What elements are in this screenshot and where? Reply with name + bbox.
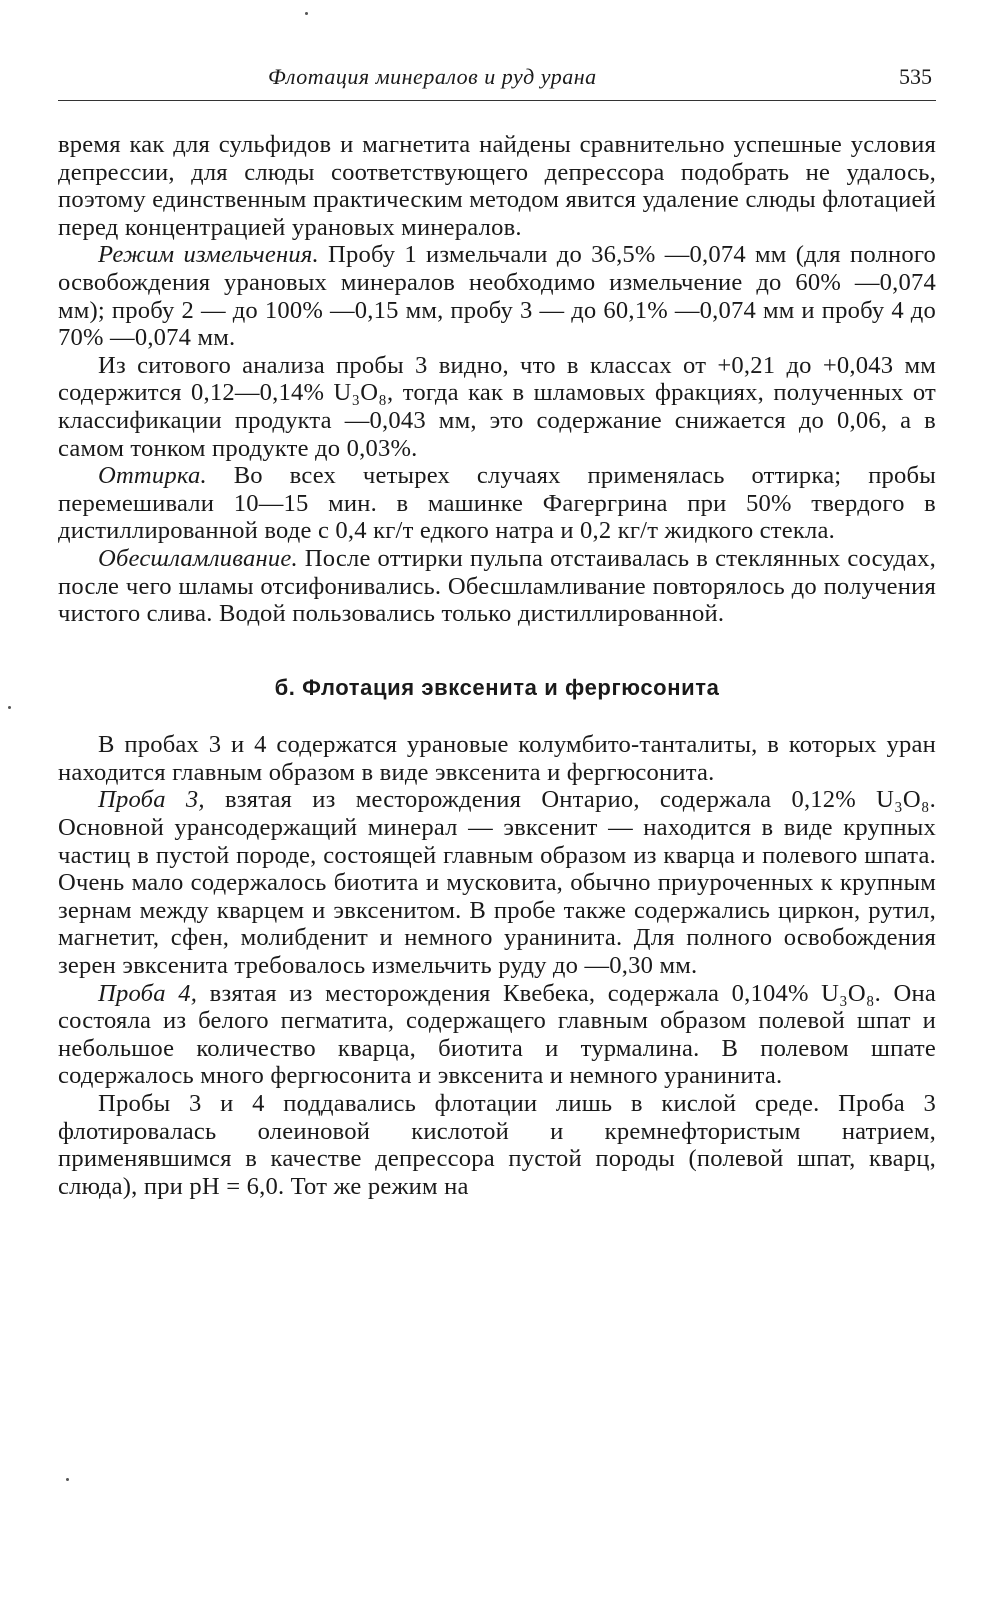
running-head bbox=[58, 60, 936, 101]
paragraph bbox=[58, 131, 936, 241]
paragraph-lead: Режим измельчения. bbox=[98, 241, 319, 269]
paragraph-text: взятая из месторождения Квебека, содержала 0,104% U₃O₈. Она состояла из белого пегматита, содержащего главным образом полевой шпат и небольшое количество кварца, биотита и турмалина. В полевом шпате содержалось много фергюсонита и эвксенита и немного уранинита. bbox=[58, 979, 936, 1090]
body-text bbox=[58, 131, 936, 1200]
paragraph bbox=[58, 462, 936, 545]
paragraph-text: Пробы 3 и 4 поддавались флотации лишь в кислой среде. Проба 3 флотировалась олеиновой кислотой и кремнефтористым натрием, применявшимся в качестве депрессора пустой породы (полевой шпат, кварц, слюда), при pH = 6,0. Тот же режим на bbox=[58, 1090, 936, 1200]
paragraph bbox=[58, 786, 936, 979]
paragraph-lead: Проба 3, bbox=[98, 786, 205, 814]
section-heading: б. Флотация эвксенита и фергюсонита bbox=[274, 674, 720, 700]
paragraph-text: Во всех четырех случаях применялась оттирка; пробы перемешивали 10—15 мин. в машинке Фагергрина при 50% твердого в дистиллированной воде с 0,4 кг/т едкого натра и 0,2 кг/т жидкого стекла. bbox=[58, 462, 936, 545]
book-page bbox=[58, 60, 936, 1200]
scan-speck bbox=[66, 1478, 69, 1481]
paragraph-lead: Проба 4, bbox=[98, 979, 198, 1007]
paragraph bbox=[58, 241, 936, 351]
paragraph-lead: Оттирка. bbox=[98, 462, 207, 490]
paragraph bbox=[58, 1090, 936, 1200]
paragraph-text: взятая из месторождения Онтарио, содержала 0,12% U₃O₈. Основной урансодержащий минерал — эвксенит — находится в виде крупных частиц в пустой породе, состоящей главным образом из кварца и полевого шпата. Очень мало содержалось биотита и мусковита, обычно приуроченных к крупным зернам между кварцем и эвксенитом. В пробе также содержались циркон, рутил, магнетит, сфен, молибденит и немного уранинита. Для полного освобождения зерен эвксенита требовалось измельчить руду до —0,30 мм. bbox=[58, 786, 936, 980]
running-title: Флотация минералов и руд урана bbox=[268, 64, 597, 89]
paragraph-lead: Обесшламливание. bbox=[98, 544, 298, 572]
paragraph-text: После оттирки пульпа отстаивалась в стеклянных сосудах, после чего шламы отсифонивались. Обесшламливание повторялось до получения чистого слива. Водой пользовались только дистиллированной. bbox=[58, 544, 936, 628]
scan-speck bbox=[305, 12, 308, 15]
page-number: 535 bbox=[899, 64, 932, 89]
paragraph bbox=[58, 980, 936, 1090]
paragraph-text: Из ситового анализа пробы 3 видно, что в классах от +0,21 до +0,043 мм содержится 0,12—0,14% U₃O₈, тогда как в шламовых фракциях, полученных от классификации продукта —0,043 мм, это содержание снижается до 0,06, а в самом тонком продукте до 0,03%. bbox=[58, 351, 936, 462]
paragraph-text: Пробу 1 измельчали до 36,5% —0,074 мм (для полного освобождения урановых минералов необходимо измельчение до 60% —0,074 мм); пробу 2 — до 100% —0,15 мм, пробу 3 — до 60,1% —0,074 мм и пробу 4 до 70% —0,074 мм. bbox=[58, 241, 936, 352]
paragraph-text: время как для сульфидов и магнетита найдены сравнительно успешные условия депрессии, для слюды соответствующего депрессора подобрать не удалось, поэтому единственным практическим методом явится удаление слюды флотацией перед концентрацией урановых минералов. bbox=[58, 131, 936, 241]
paragraph bbox=[58, 545, 936, 628]
paragraph bbox=[58, 352, 936, 462]
scan-speck bbox=[8, 706, 11, 709]
paragraph-text: В пробах 3 и 4 содержатся урановые колумбито-танталиты, в которых уран находится главным образом в виде эвксенита и фергюсонита. bbox=[58, 731, 936, 786]
paragraph bbox=[58, 731, 936, 786]
